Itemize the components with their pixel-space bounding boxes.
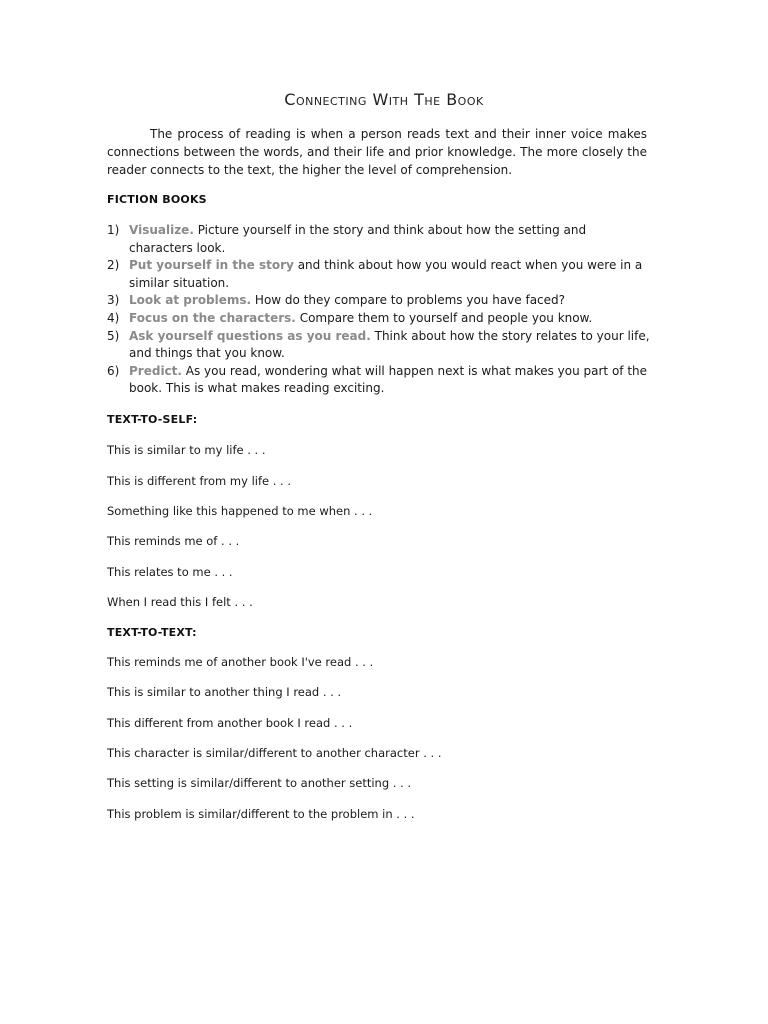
step-text: Think about how the story relates to your life, and things that you know. — [129, 328, 650, 361]
step-text: As you read, wondering what will happen next is what makes you part of the book. This is what makes reading exciting. — [129, 363, 648, 396]
intro-paragraph: The process of reading is when a person reads text and their inner voice makes connections between the words, and their life and prior knowledge. The more closely the reader connects to the text, the higher the level of comprehension. — [107, 127, 647, 177]
step-key-phrase: Focus on the characters. — [129, 310, 296, 325]
step-text: Picture yourself in the story and think about how the setting and characters look. — [129, 223, 587, 255]
text-to-text-prompt: This reminds me of another book I've read . . . — [107, 655, 374, 669]
text-to-self-prompt: This reminds me of . . . — [107, 534, 240, 548]
fiction-steps-list — [107, 222, 652, 398]
list-item — [107, 310, 652, 328]
text-to-text-prompt: This setting is similar/different to another setting . . . — [107, 776, 412, 790]
list-item — [107, 328, 652, 363]
step-key-phrase: Ask yourself questions as you read. — [129, 328, 371, 343]
text-to-self-prompt: This is different from my life . . . — [107, 474, 292, 488]
step-body — [129, 328, 652, 363]
step-key-phrase: Predict. — [129, 363, 182, 378]
step-number: 1) — [107, 223, 120, 237]
step-key-phrase: Look at problems. — [129, 293, 252, 308]
text-to-self-heading: TEXT-TO-SELF: — [107, 413, 198, 426]
text-to-text-heading: TEXT-TO-TEXT: — [107, 626, 197, 639]
text-to-self-prompt: This relates to me . . . — [107, 565, 233, 579]
step-body — [129, 292, 652, 310]
page-title: Connecting With The Book — [284, 90, 484, 109]
step-text: How do they compare to problems you have faced? — [251, 293, 566, 308]
text-to-text-prompt: This character is similar/different to another character . . . — [107, 746, 442, 760]
step-body — [129, 363, 652, 398]
text-to-self-prompt: This is similar to my life . . . — [107, 443, 266, 457]
step-body — [129, 310, 652, 328]
step-text: and think about how you would react when you were in a similar situation. — [129, 258, 643, 290]
list-item — [107, 363, 652, 398]
step-key-phrase: Put yourself in the story — [129, 258, 294, 273]
step-key-phrase: Visualize. — [129, 223, 194, 237]
step-body — [129, 222, 652, 257]
step-number: 2) — [107, 258, 120, 273]
fiction-books-heading: FICTION BOOKS — [107, 193, 207, 206]
text-to-text-prompt: This is similar to another thing I read . . . — [107, 685, 342, 699]
step-number: 6) — [107, 363, 120, 378]
list-item — [107, 222, 652, 257]
step-number: 4) — [107, 310, 120, 325]
step-number: 3) — [107, 293, 120, 308]
step-text: Compare them to yourself and people you know. — [295, 310, 593, 325]
list-item — [107, 257, 652, 292]
step-number: 5) — [107, 328, 120, 343]
text-to-text-prompt: This different from another book I read . . . — [107, 716, 353, 730]
text-to-self-prompt: Something like this happened to me when . . . — [107, 504, 373, 518]
text-to-self-prompt: When I read this I felt . . . — [107, 595, 253, 609]
text-to-text-prompt: This problem is similar/different to the problem in . . . — [107, 807, 415, 821]
list-item — [107, 292, 652, 310]
step-body — [129, 257, 652, 292]
